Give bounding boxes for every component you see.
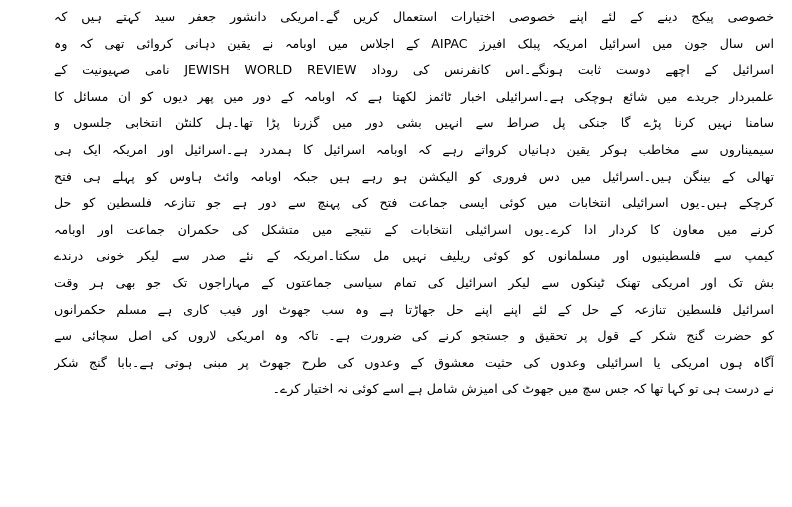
text-line-11: بش تک اور امریکی تھنک ٹینکوں سے لیکر اسرائیل کی تمام سیاسی جماعتوں کے مہاراجوں تک جو بھی ہر وقت (54, 274, 774, 290)
text-line-4: علمبردار جریدے میں شائع ہوچکی ہے۔اسرائیلی اخبار ٹائمز لکھتا ہے کہ اوبامہ کے دور میں پھر دیوں کو ان مسائل کا (54, 88, 774, 104)
text-line-1: خصوصی پیکج دینے کے لئے اپنے خصوصی اختیارات استعمال کریں گے۔امریکی دانشور جعفر سید کہتے ہیں کہ (54, 9, 774, 24)
text-line-9: کرنے میں معاون کا کردار ادا کرے۔یوں اسرائیلی انتخابات کے نتیجے میں متشکل کی حکمران جماعت اور اوبامہ (54, 221, 774, 237)
text-line-8: کرچکے ہیں۔یوں اسرائیلی انتخابات میں کوئی ایسی جماعت فتح کی پہنچ سے دور ہے جو تنازعہ فلسطین کو حل (54, 195, 774, 211)
text-line-14: آگاہ ہوں امریکی یا اسرائیلی وعدوں کی حثیت معشوق کے وعدوں کی طرح جھوٹ پر مبنی ہوتی ہے۔بابا گنج شکر (54, 354, 774, 370)
text-line-7: تھالی کے بینگن ہیں۔اسرائیل میں دس فروری کو الیکشن ہو رہے ہیں جبکہ اوبامہ وائٹ ہاوس کو پہلے ہی فتح (54, 168, 774, 184)
text-line-6: سیمیناروں سے مخاطب ہوکر یقین دہانیاں کرواتے رہے کہ اوبامہ اسرائیل کا ہمدرد ہے۔اسرائیل اور امریکہ ایک ہی (54, 141, 774, 157)
text-line-13: کو حضرت گنج شکر کے قول پر تحقیق و جستجو کرنے کی ضرورت ہے۔ تاکہ وہ امریکی لاروں کی اصل سچائی سے (54, 328, 774, 344)
urdu-article-text (54, 4, 774, 403)
text-line-3: اسرائیل کے اچھے دوست ثابت ہونگے۔اس کانفرنس کی روداد JEWISH WORLD REVIEW نامی صہیونیت کے (54, 62, 774, 78)
text-line-5: سامنا نہیں کرنا پڑے گا جنکی پل صراط سے انہیں بشی دور میں گزرنا پڑا تھا۔ہل کلنٹن انتخابی جلسوں و (54, 115, 774, 131)
text-line-2: اس سال جون میں اسرائیل امریکہ پبلک افیرز AIPAC کے اجلاس میں اوبامہ نے یقین دہانی کروائی تھی کہ وہ (54, 35, 774, 51)
text-line-15: نے درست ہی تو کہا تھا کہ جس سچ میں جھوٹ کی امیزش شامل ہے اسے کوئی نہ اختیار کرے۔ (272, 381, 774, 397)
text-line-12: اسرائیل فلسطین تنازعہ کے حل کے لئے اپنے اپنے حل جھاڑتا ہے وہ سب جھوٹ اور فیب کاری ہے مسلم حکمرانوں (54, 301, 774, 317)
text-line-10: کیمپ سے فلسطینیوں اور مسلمانوں کو کوئی ریلیف نہیں مل سکتا۔امریکہ کے نئے صدر سے لیکر خونی درندے (54, 248, 774, 264)
